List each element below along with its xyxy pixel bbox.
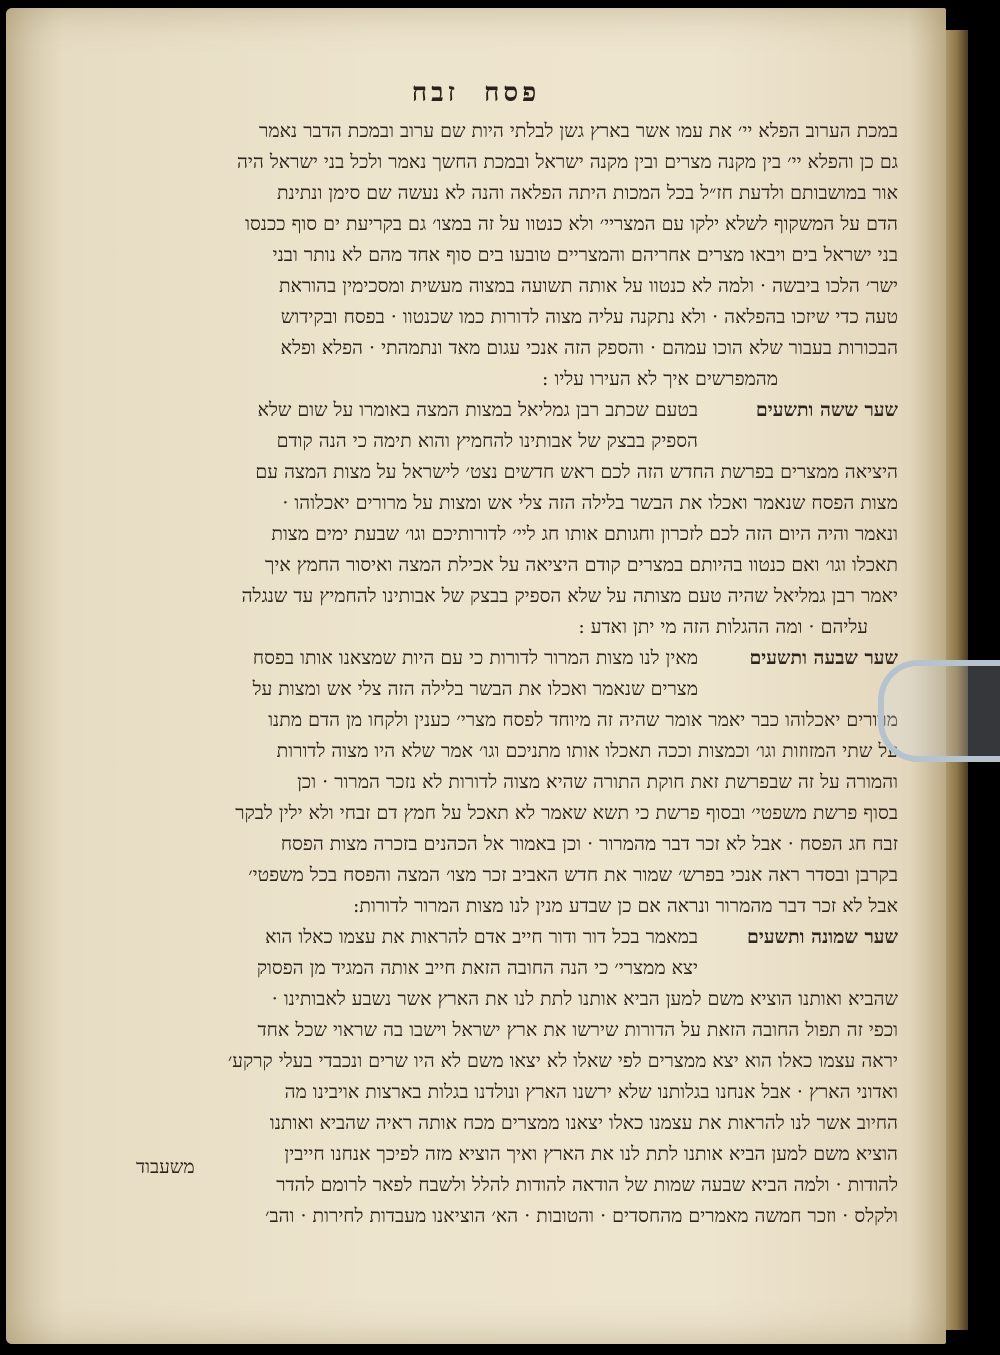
text-line: מצות הפסח שנאמר ואכלו את הבשר בלילה הזה צלי אש ומצות על מרורים יאכלוהו · — [282, 492, 898, 514]
header-word-left: זבח — [411, 78, 459, 108]
section-heading: שער שמונה ותשעים — [747, 926, 898, 948]
text-line: גם כן והפלא יי׳ בין מקנה מצרים ובין מקנה ישראל ובמכת החשך נאמר ולכל בני ישראל היה — [236, 151, 898, 173]
section-96 — [68, 395, 898, 643]
catchword: משעבוד — [136, 1156, 195, 1178]
text-line: זבח חג הפסח · אבל לא זכר דבר מהמרור · וכן באמור אל הכהנים בזכרה מצות הפסח — [280, 833, 898, 855]
text-line: מצרים שנאמר ואכלו את הבשר בלילה הזה צלי אש ומצות על — [252, 678, 698, 700]
text-line: היציאה ממצרים בפרשת החדש הזה לכם ראש חדשים נצט׳ לישראל על מצות המצה עם — [255, 461, 898, 483]
text-line: בקרבן ובסדר ראה אנכי בפרש׳ שמור את חדש האביב זכר מצו׳ המצה והפסח בכל משפטי׳ — [248, 864, 898, 886]
page-clip — [878, 660, 1000, 762]
text-line: הדם על המשקוף לשלא ילקו עם המצריי׳ ולא כנטוו על זה במצו׳ גם בקריעת ים סוף ככנסו — [245, 213, 898, 235]
text-line: ואדוני הארץ · אבל אנחנו בגלותנו שלא ירשנו הארץ ונולדנו בגלות בארצות אויבינו מה — [284, 1081, 898, 1103]
paragraph-1 — [68, 116, 898, 395]
text-line: ולקלס · וזכר חמשה מאמרים מהחסדים · והטובות · הא׳ הוציאנו מעבדות לחירות · והב׳ — [265, 1205, 898, 1227]
text-line: במכת הערוב הפלא יי׳ את עמו אשר בארץ גשן לבלתי היות שם ערוב ובמכת הדבר נאמר — [258, 120, 898, 142]
text-line: וכפי זה תפול החובה הזאת על הדורות שירשו את ארץ ישראל וישבו בה שראוי שכל אחד — [257, 1019, 898, 1041]
text-line: ישר׳ הלכו ביבשה · ולמה לא כנטוו על אותה תשועה במצוה מעשית ומסכימין בהוראת — [278, 275, 898, 297]
text-line: והמורה על זה שבפרשת זאת חוקת התורה שהיא מצוה לדורות לא נזכר המרור · וכן — [297, 771, 898, 793]
text-line: בני ישראל בים ויבאו מצרים אחריהם והמצריים טובעו בים סוף אחד מהם לא נותר ובני — [272, 244, 898, 266]
text-line: שהביא ואותנו הוציא משם למען הביא אותנו לתת לנו את הארץ אשר נשבע לאבותינו · — [271, 988, 898, 1010]
text-line: אור במושבותם ולדעת חז״ל בכל המכות היתה הפלאה והנה לא נעשה שם סימן ונתינת — [276, 182, 898, 204]
section-97 — [68, 643, 898, 922]
text-line: מהמפרשים איך לא העירו עליו : — [542, 368, 778, 390]
section-98 — [68, 922, 898, 1232]
main-text — [68, 116, 898, 1232]
text-line: יצא ממצרי׳ כי הנה החובה הזאת חייב אותה המגיד מן הפסוק — [256, 957, 698, 979]
text-line: הבכורות בעבור שלא הוכו עמהם · והספק הזה אנכי עגום מאד ונתמהתי · הפלא ופלא — [280, 337, 898, 359]
section-heading: שער ששה ותשעים — [755, 399, 898, 421]
text-line: יראה עצמו כאלו הוא יצא ממצרים לפי שאלו לא יצאו משם לא היו שרים ונכבדי בעלי קרקע׳ — [227, 1050, 898, 1072]
text-line: הוציא משם למען הביא אותנו לתת לנו את הארץ ואיך הוציא מזה לפיכך אנחנו חייבין — [284, 1143, 898, 1165]
running-header — [6, 78, 946, 108]
text-line: תאכלו וגו׳ ואם כנטוו בהיותם במצרים קודם היציאה על אכילת המצה ואיסור החמץ איך — [265, 554, 898, 576]
header-word-right: פסח — [483, 78, 541, 108]
text-line: מאין לנו מצות המרור לדורות כי עם היות שמצאנו אותו בפסח — [252, 647, 698, 669]
text-line: עליהם · ומה ההגלות הזה מי יתן ואדע : — [578, 616, 868, 638]
text-line: בסוף פרשת משפטי׳ ובסוף פרשת כי תשא שאמר לא תאכל על חמץ דם זבחי ולא ילין לבקר — [235, 802, 898, 824]
book-page — [6, 8, 946, 1344]
text-line: ונאמר והיה היום הזה לכם לזכרון וחגותם אותו חג ליי׳ לדורותיכם וגו׳ שבעת ימים מצות — [271, 523, 898, 545]
text-line: להודות · ולמה הביא שבעה שמות של הודאה להודות להלל ולשבח לפאר לרומם להדר — [276, 1174, 898, 1196]
text-line: החיוב אשר לנו להראות את עצמנו כאלו יצאנו ממצרים מכח אותה ראיה שהביא ואותנו — [269, 1112, 898, 1134]
text-line: הספיק בבצק של אבותינו להחמיץ והוא תימה כי הנה קודם — [276, 430, 698, 452]
text-line: טעה כדי שיזכו בהפלאה · ולא נתקנה עליה מצוה לדורות כמו שכנטוו · בפסח ובקידוש — [280, 306, 898, 328]
text-line: יאמר רבן גמליאל שהיה טעם מצותה על שלא הספיק בבצק של אבותינו להחמיץ עד שנגלה — [241, 585, 898, 607]
text-line: אבל לא זכר דבר מהמרור ונראה אם כן שבדע מנין לנו מצות המרור לדורות: — [352, 895, 898, 917]
text-line: מרורים יאכלוהו כבר יאמר אומר שהיה זה מיוחד לפסח מצרי׳ כענין ולקחו מן הדם מתנו — [268, 709, 898, 731]
text-line: במאמר בכל דור ודור חייב אדם להראות את עצמו כאלו הוא — [265, 926, 698, 948]
text-line: בטעם שכתב רבן גמליאל במצות המצה באומרו על שום שלא — [257, 399, 698, 421]
section-heading: שער שבעה ותשעים — [749, 647, 898, 669]
text-line: על שתי המזוזות וגו׳ וכמצות וככה תאכלו אותו מתניכם וגו׳ אמר שלא היו מצוה לדורות — [276, 740, 898, 762]
